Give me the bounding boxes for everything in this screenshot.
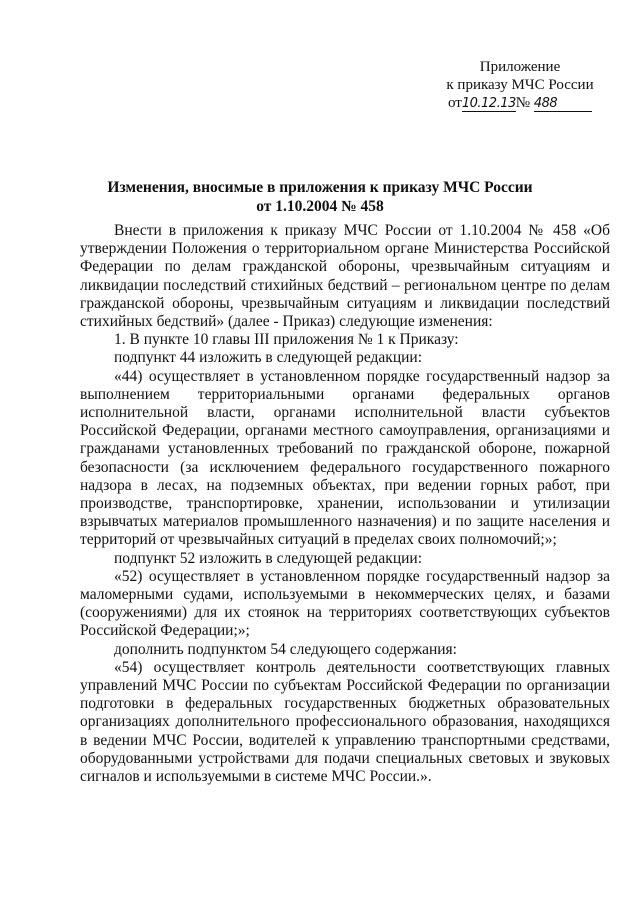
paragraph-subpoint-52-text: «52) осуществляет в установленном порядке государственный надзор за маломерными судами, используемыми в некоммерческих целях, и базами (сооружениями) для их стоянок на территориях соответствующих субъектов Российской Федерации;»; — [80, 567, 610, 640]
paragraph-subpoint-52-intro: подпункт 52 изложить в следующей редакции: — [114, 549, 423, 567]
document-title — [80, 178, 560, 216]
appendix-number-sign: № — [515, 95, 531, 111]
appendix-date-prefix: от — [448, 95, 462, 111]
title-line-1: Изменения, вносимые в приложения к приказу МЧС России — [107, 179, 533, 196]
title-line-2: от 1.10.2004 № 458 — [256, 198, 384, 215]
paragraph-subpoint-54-text: «54) осуществляет контроль деятельности соответствующих главных управлений МЧС России по субъектам Российской Федерации по организации подготовки в федеральных государственных бюджетных образовательных организациях дополнительного профессионального образования, находящихся в ведении МЧС России, водителей к управлению транспортными средствами, оборудованными устройствами для подачи специальных световых и звуковых сигналов и используемыми в системе МЧС России.». — [80, 658, 610, 786]
appendix-date-handwritten: 10.12.13 — [461, 96, 516, 111]
paragraph-subpoint-44-text: «44) осуществляет в установленном порядке государственный надзор за выполнением территориальными органами федеральных органов исполнительной власти, органами исполнительной власти субъектов Российской Федерации, органами местного самоуправления, организациями и гражданами установленных требований по гражданской обороне, пожарной безопасности (за исключением федерального государственного пожарного надзора в лесах, на подземных объектах, при ведении горных работ, при производстве, транспортировке, хранении, использовании и утилизации взрывчатых материалов промышленного назначения) и по защите населения и территорий от чрезвычайных ситуаций в пределах своих полномочий;»; — [80, 367, 610, 549]
appendix-label: Приложение — [479, 59, 561, 75]
appendix-order-ref: к приказу МЧС России — [446, 77, 594, 93]
appendix-header — [440, 58, 600, 112]
paragraph-subpoint-54-intro: дополнить подпунктом 54 следующего содержания: — [114, 640, 457, 658]
paragraph-subpoint-44-intro: подпункт 44 изложить в следующей редакции: — [114, 349, 423, 367]
document-body — [80, 222, 610, 786]
appendix-number-handwritten: 488 — [533, 96, 558, 111]
appendix-date-number — [440, 94, 600, 112]
paragraph-intro: Внести в приложения к приказу МЧС России от 1.10.2004 № 458 «Об утверждении Положения о территориальном органе Министерства Российской Федерации по делам гражданской обороны, чрезвычайным ситуациям и ликвидации последствий стихийных бедствий – региональном центре по делам гражданской обороны, чрезвычайным ситуациям и ликвидации последствий стихийных бедствий» (далее - Приказ) следующие изменения: — [80, 222, 610, 331]
paragraph-item-1: 1. В пункте 10 главы III приложения № 1 к Приказу: — [114, 331, 459, 349]
